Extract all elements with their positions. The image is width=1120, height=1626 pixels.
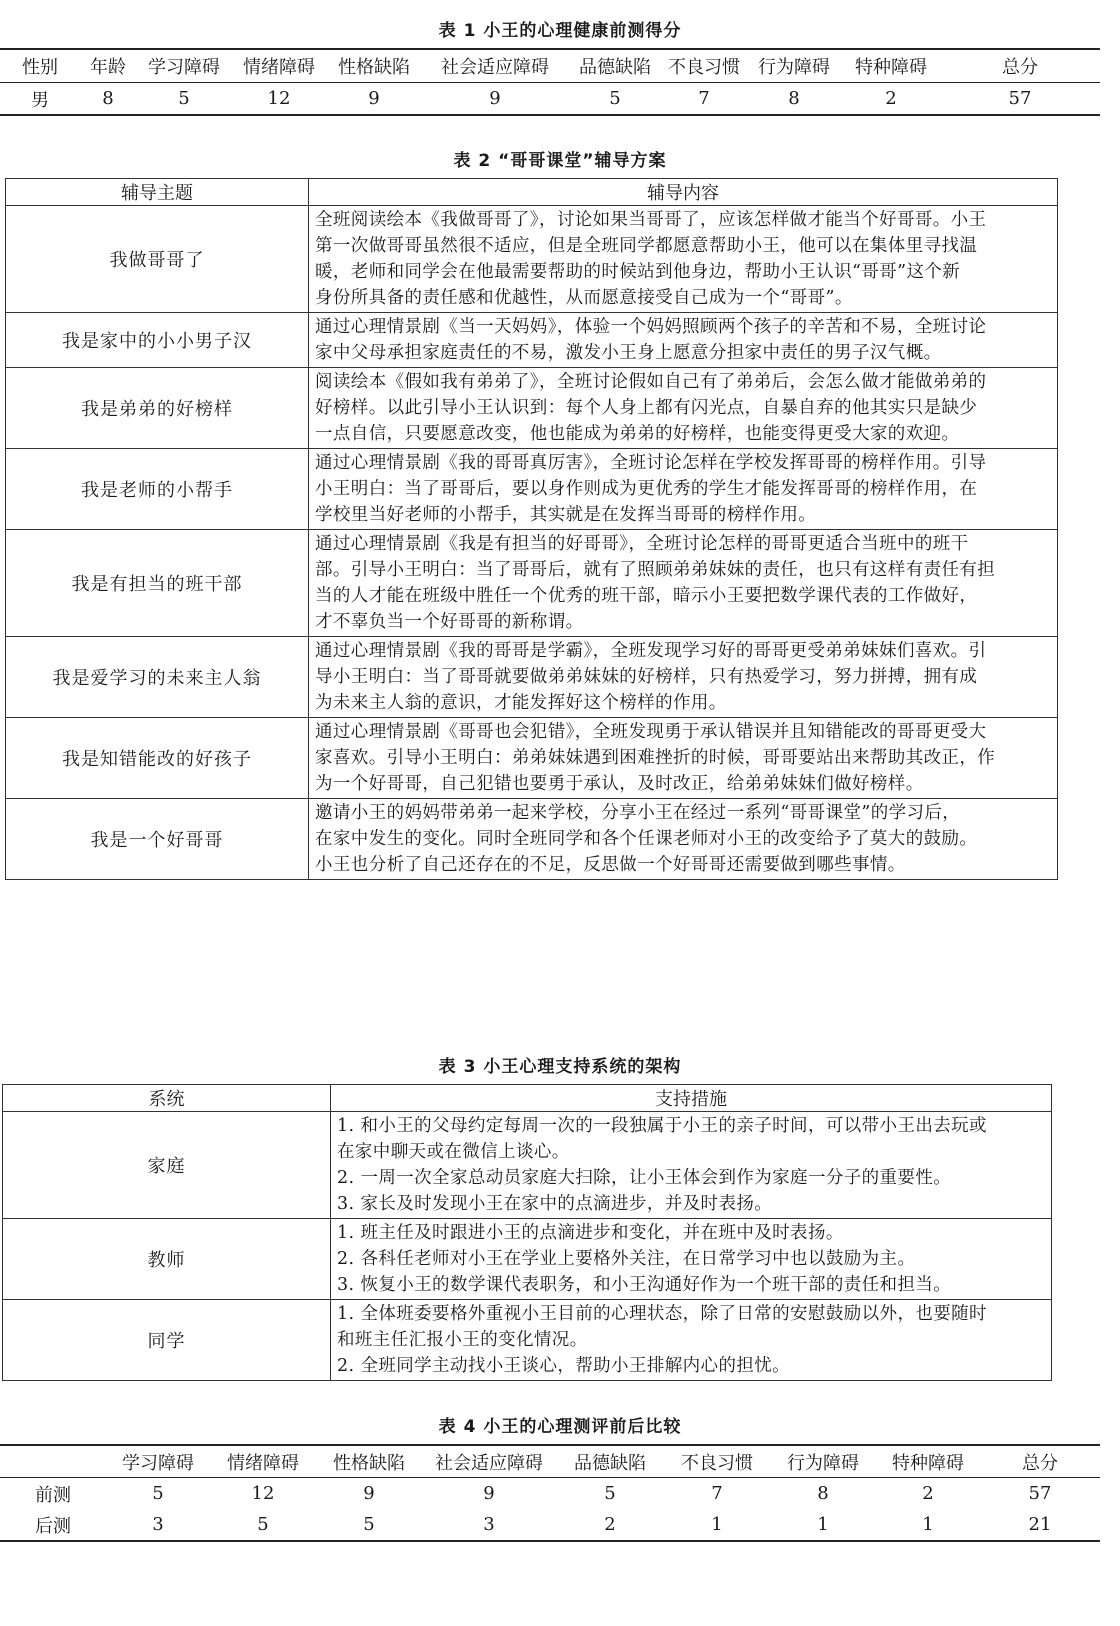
table1-cell: 5 [178, 88, 190, 109]
table4-cell: 5 [363, 1514, 375, 1535]
table4-cell: 前测 [35, 1484, 71, 1506]
content-line: 全班阅读绘本《我做哥哥了》，讨论如果当哥哥了，应该怎样做才能当个好哥哥。小王 [315, 210, 987, 230]
content-line: 1. 全体班委要格外重视小王目前的心理状态，除了日常的安慰鼓励以外，也要随时 [337, 1304, 987, 1324]
table4-header-cell: 性格缺陷 [316, 1445, 422, 1478]
content-line: 在家中发生的变化。同时全班同学和各个任课老师对小王的改变给予了莫大的鼓励。 [315, 829, 978, 849]
table2-content [309, 530, 1058, 637]
table4-cell: 1 [711, 1514, 723, 1535]
table4-cell: 2 [922, 1483, 934, 1504]
table2-content [309, 368, 1058, 449]
content-line: 当的人才能在班级中胜任一个优秀的班干部，暗示小王要把数学课代表的工作做好， [315, 586, 978, 606]
table3-header-row [3, 1085, 1052, 1112]
table4-caption: 表 4 小王的心理测评前后比较 [438, 1417, 682, 1437]
table2-topic: 我是有担当的班干部 [6, 530, 309, 637]
table4 [0, 1444, 1100, 1542]
content-line: 2. 全班同学主动找小王谈心，帮助小王排解内心的担忧。 [337, 1356, 791, 1376]
table-row [0, 83, 1100, 116]
content-line: 1. 班主任及时跟进小王的点滴进步和变化，并在班中及时表扬。 [337, 1223, 844, 1243]
table-row [0, 1478, 1100, 1510]
table4-cell: 21 [1028, 1514, 1052, 1535]
table4-header-cell: 品德缺陷 [556, 1445, 664, 1478]
table2-topic: 我是一个好哥哥 [6, 799, 309, 880]
table-row [6, 206, 1058, 313]
table1-cell: 7 [698, 88, 710, 109]
content-line: 3. 家长及时发现小王在家中的点滴进步，并及时表扬。 [337, 1194, 773, 1214]
table1-cell: 8 [102, 88, 114, 109]
table3-measures [331, 1300, 1052, 1381]
table2-header-row [6, 179, 1058, 206]
table4-cell: 57 [1028, 1483, 1052, 1504]
table4-cell: 2 [604, 1514, 616, 1535]
table1-cell: 9 [489, 88, 501, 109]
table4-cell: 7 [711, 1483, 723, 1504]
table2-content [309, 718, 1058, 799]
table1-cell: 8 [788, 88, 800, 109]
table-row [0, 1509, 1100, 1541]
content-line: 部。引导小王明白：当了哥哥后，就有了照顾弟弟妹妹的责任，也只有这样有责任有担 [315, 560, 996, 580]
table3-measures [331, 1219, 1052, 1300]
table4-header-cell: 社会适应障碍 [422, 1445, 556, 1478]
content-line: 3. 恢复小王的数学课代表职务，和小王沟通好作为一个班干部的责任和担当。 [337, 1275, 952, 1295]
content-line: 好榜样。以此引导小王认识到：每个人身上都有闪光点，自暴自弃的他其实只是缺少 [315, 398, 978, 418]
table4-cell: 5 [152, 1483, 164, 1504]
table4-header-cell: 特种障碍 [876, 1445, 980, 1478]
table2-topic: 我做哥哥了 [6, 206, 309, 313]
content-line: 通过心理情景剧《我的哥哥真厉害》，全班讨论怎样在学校发挥哥哥的榜样作用。引导 [315, 453, 987, 473]
table-row [6, 637, 1058, 718]
table2-header-content: 辅导内容 [309, 179, 1058, 206]
table2-topic: 我是知错能改的好孩子 [6, 718, 309, 799]
content-line: 才不辜负当一个好哥哥的新称谓。 [315, 612, 584, 632]
content-line: 家中父母承担家庭责任的不易，激发小王身上愿意分担家中责任的男子汉气概。 [315, 343, 942, 363]
table3-system: 同学 [3, 1300, 331, 1381]
table4-cell: 5 [604, 1483, 616, 1504]
table-row [6, 718, 1058, 799]
table3-header-system: 系统 [3, 1085, 331, 1112]
content-line: 通过心理情景剧《我是有担当的好哥哥》，全班讨论怎样的哥哥更适合当班中的班干 [315, 534, 969, 554]
table4-cell: 3 [483, 1514, 495, 1535]
content-line: 导小王明白：当了哥哥就要做弟弟妹妹的好榜样，只有热爱学习，努力拼搏，拥有成 [315, 667, 978, 687]
table3-header-measures: 支持措施 [331, 1085, 1052, 1112]
table-row [6, 530, 1058, 637]
table-row [6, 368, 1058, 449]
table3-caption: 表 3 小王心理支持系统的架构 [438, 1057, 682, 1077]
content-line: 通过心理情景剧《哥哥也会犯错》，全班发现勇于承认错误并且知错能改的哥哥更受大 [315, 722, 987, 742]
table2-content [309, 799, 1058, 880]
table1-header-cell: 学习障碍 [136, 49, 232, 83]
content-line: 通过心理情景剧《我的哥哥是学霸》，全班发现学习好的哥哥更受弟弟妹妹们喜欢。引 [315, 641, 987, 661]
table4-cell: 3 [152, 1514, 164, 1535]
table3-measures [331, 1112, 1052, 1219]
content-line: 在家中聊天或在微信上谈心。 [337, 1142, 570, 1162]
table1 [0, 48, 1100, 116]
table3 [2, 1084, 1052, 1381]
table4-header-cell: 不良习惯 [664, 1445, 770, 1478]
table4-header-cell: 总分 [980, 1445, 1100, 1478]
table1-header-cell: 情绪障碍 [232, 49, 326, 83]
table3-system: 家庭 [3, 1112, 331, 1219]
table4-header-cell: 行为障碍 [770, 1445, 876, 1478]
content-line: 2. 一周一次全家总动员家庭大扫除，让小王体会到作为家庭一分子的重要性。 [337, 1168, 952, 1188]
table2-content [309, 206, 1058, 313]
table2-topic: 我是老师的小帮手 [6, 449, 309, 530]
table2-content [309, 313, 1058, 368]
table1-header-cell: 年龄 [80, 49, 136, 83]
table-row [3, 1300, 1052, 1381]
table4-cell: 后测 [35, 1515, 71, 1537]
table4-header-cell [0, 1445, 106, 1478]
table4-cell: 12 [251, 1483, 275, 1504]
table2-header-topic: 辅导主题 [6, 179, 309, 206]
table4-cell: 8 [817, 1483, 829, 1504]
table2-topic: 我是家中的小小男子汉 [6, 313, 309, 368]
table1-cell: 男 [31, 89, 49, 111]
table4-cell: 9 [483, 1483, 495, 1504]
table1-caption: 表 1 小王的心理健康前测得分 [438, 21, 682, 41]
content-line: 为一个好哥哥，自己犯错也要勇于承认，及时改正，给弟弟妹妹们做好榜样。 [315, 774, 924, 794]
content-line: 一点自信，只要愿意改变，他也能成为弟弟的好榜样，也能变得更受大家的欢迎。 [315, 424, 960, 444]
table1-cell: 57 [1008, 88, 1032, 109]
table4-cell: 1 [817, 1514, 829, 1535]
table2-topic: 我是爱学习的未来主人翁 [6, 637, 309, 718]
table-row [6, 449, 1058, 530]
table-row [6, 799, 1058, 880]
table1-header-cell: 不良习惯 [662, 49, 746, 83]
content-line: 家喜欢。引导小王明白：弟弟妹妹遇到困难挫折的时候，哥哥要站出来帮助其改正，作 [315, 748, 996, 768]
table1-cell: 2 [885, 88, 897, 109]
table2-content [309, 449, 1058, 530]
content-line: 和班主任汇报小王的变化情况。 [337, 1330, 588, 1350]
table2 [5, 178, 1058, 880]
table4-cell: 5 [257, 1514, 269, 1535]
content-line: 学校里当好老师的小帮手，其实就是在发挥当哥哥的榜样作用。 [315, 505, 817, 525]
table-row [3, 1219, 1052, 1300]
table4-cell: 1 [922, 1514, 934, 1535]
table4-header-cell: 情绪障碍 [210, 1445, 316, 1478]
table4-cell: 9 [363, 1483, 375, 1504]
table1-header-cell: 总分 [940, 49, 1100, 83]
content-line: 2. 各科任老师对小王在学业上要格外关注，在日常学习中也以鼓励为主。 [337, 1249, 916, 1269]
table1-header-cell: 品德缺陷 [568, 49, 662, 83]
content-line: 阅读绘本《假如我有弟弟了》，全班讨论假如自己有了弟弟后，会怎么做才能做弟弟的 [315, 372, 987, 392]
table2-topic: 我是弟弟的好榜样 [6, 368, 309, 449]
table1-header-row [0, 49, 1100, 83]
table3-system: 教师 [3, 1219, 331, 1300]
table1-header-cell: 性格缺陷 [326, 49, 422, 83]
table1-header-cell: 特种障碍 [842, 49, 940, 83]
table1-header-cell: 行为障碍 [746, 49, 842, 83]
content-line: 邀请小王的妈妈带弟弟一起来学校，分享小王在经过一系列“哥哥课堂”的学习后， [315, 803, 961, 823]
content-line: 小王明白：当了哥哥后，要以身作则成为更优秀的学生才能发挥哥哥的榜样作用，在 [315, 479, 978, 499]
content-line: 为未来主人翁的意识，才能发挥好这个榜样的作用。 [315, 693, 727, 713]
table-row [3, 1112, 1052, 1219]
table1-cell: 9 [368, 88, 380, 109]
table2-caption: 表 2 “哥哥课堂”辅导方案 [453, 151, 667, 171]
table2-content [309, 637, 1058, 718]
content-line: 通过心理情景剧《当一天妈妈》，体验一个妈妈照顾两个孩子的辛苦和不易，全班讨论 [315, 317, 987, 337]
table-row [6, 313, 1058, 368]
content-line: 暖，老师和同学会在他最需要帮助的时候站到他身边，帮助小王认识“哥哥”这个新 [315, 262, 961, 282]
table4-header-cell: 学习障碍 [106, 1445, 210, 1478]
table1-cell: 12 [267, 88, 291, 109]
content-line: 第一次做哥哥虽然很不适应，但是全班同学都愿意帮助小王，他可以在集体里寻找温 [315, 236, 978, 256]
content-line: 小王也分析了自己还存在的不足，反思做一个好哥哥还需要做到哪些事情。 [315, 855, 906, 875]
table1-header-cell: 社会适应障碍 [422, 49, 568, 83]
table1-cell: 5 [609, 88, 621, 109]
table1-header-cell: 性别 [0, 49, 80, 83]
content-line: 身份所具备的责任感和优越性，从而愿意接受自己成为一个“哥哥”。 [315, 288, 853, 308]
table4-header-row [0, 1445, 1100, 1478]
content-line: 1. 和小王的父母约定每周一次的一段独属于小王的亲子时间，可以带小王出去玩或 [337, 1116, 987, 1136]
